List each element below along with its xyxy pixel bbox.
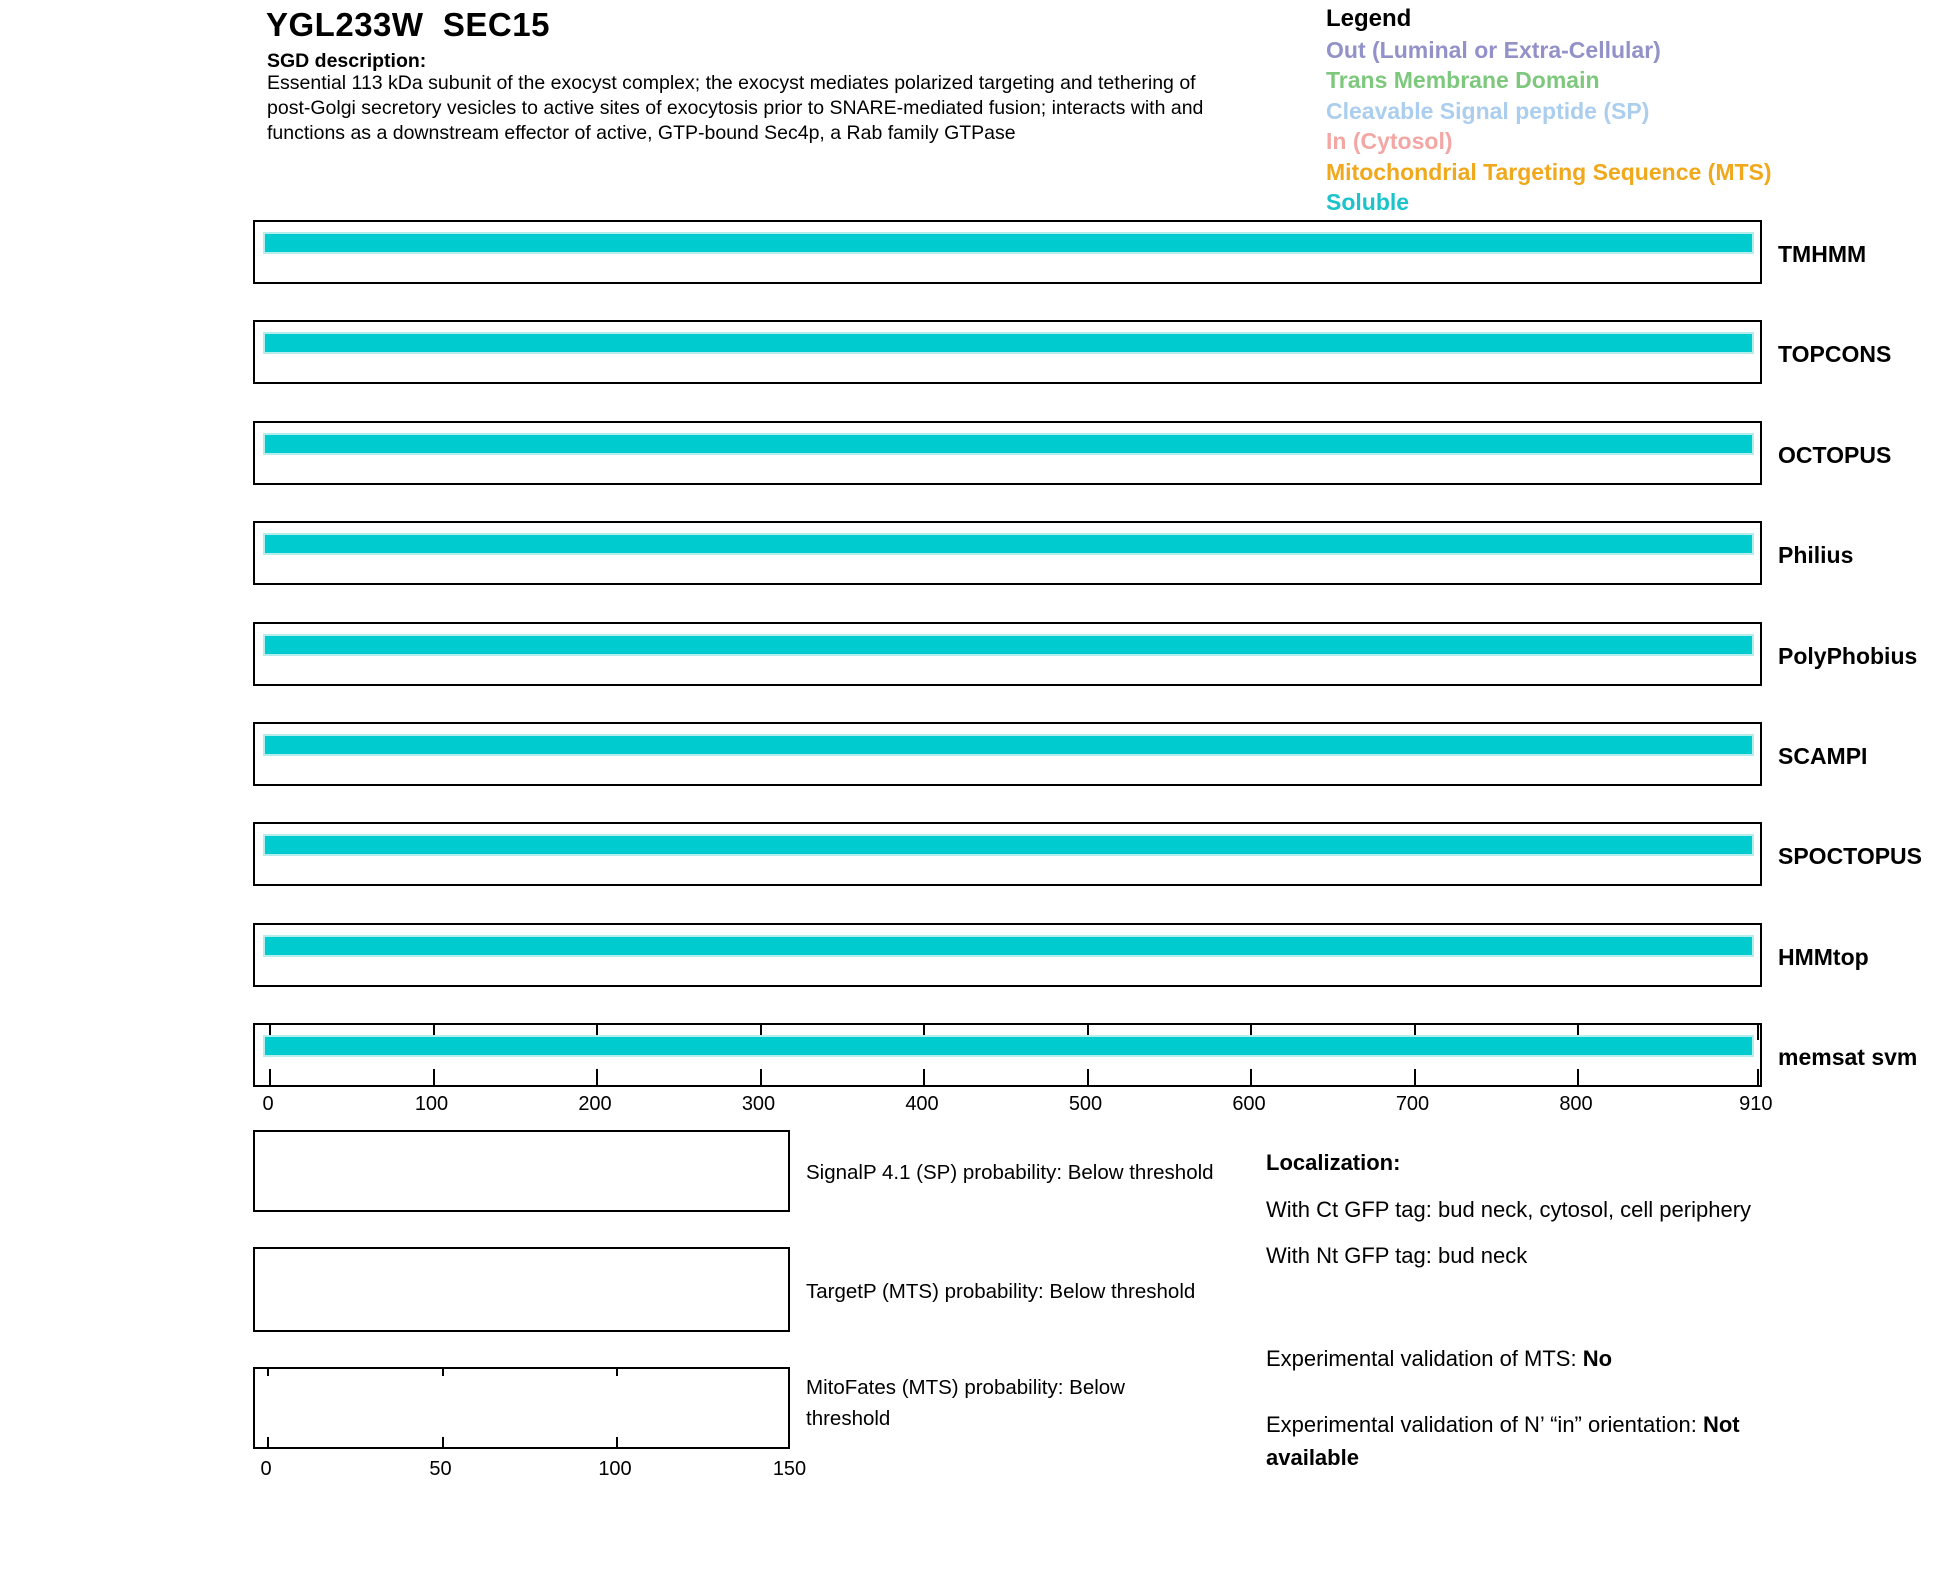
soluble-bar-hmmtop — [263, 935, 1754, 957]
axis-tick-bottom-800 — [1577, 1069, 1579, 1085]
panel-label-mitofates — [806, 1372, 1125, 1434]
track-box-scampi — [253, 722, 1762, 786]
axis-tick-bottom-300 — [760, 1069, 762, 1085]
description-line-1: Essential 113 kDa subunit of the exocyst complex; the exocyst mediates polarized targeting and tethering of — [267, 72, 1196, 94]
legend — [1326, 4, 1772, 218]
panel-box-targetp — [253, 1247, 790, 1332]
track-box-polyphobius — [253, 622, 1762, 686]
mitofates-axis-label-100: 100 — [598, 1458, 632, 1480]
panel-label-line: SignalP 4.1 (SP) probability: Below threshold — [806, 1161, 1214, 1184]
track-box-octopus — [253, 421, 1762, 485]
x-axis-tick-label-700: 700 — [1395, 1093, 1430, 1115]
soluble-bar-philius — [263, 533, 1754, 555]
panel-box-mitofates — [253, 1367, 790, 1449]
mitofates-tick-bottom-0 — [267, 1437, 269, 1447]
axis-tick-bottom-600 — [1250, 1069, 1252, 1085]
x-axis-tick-label-300: 300 — [741, 1093, 776, 1115]
track-label-memsat-svm: memsat svm — [1778, 1044, 1918, 1071]
axis-tick-bottom-500 — [1087, 1069, 1089, 1085]
panel-box-signalp — [253, 1130, 790, 1212]
panel-label-targetp — [806, 1276, 1195, 1307]
experimental-validation-mts — [1266, 1346, 1612, 1372]
mitofates-tick-bottom-50 — [442, 1437, 444, 1447]
experimental-validation-orientation — [1266, 1408, 1826, 1474]
legend-item-tmd: Trans Membrane Domain — [1326, 67, 1600, 93]
mitofates-tick-bottom-100 — [616, 1437, 618, 1447]
sgd-description-text — [267, 71, 1203, 146]
axis-tick-bottom-700 — [1414, 1069, 1416, 1085]
x-axis-tick-label-400: 400 — [905, 1093, 939, 1115]
sgd-description-label: SGD description: — [267, 50, 427, 72]
panel-label-line: TargetP (MTS) probability: Below threshold — [806, 1280, 1196, 1303]
soluble-bar-octopus — [263, 433, 1754, 455]
page-title: YGL233W SEC15 — [266, 6, 550, 43]
soluble-bar-topcons — [263, 332, 1754, 354]
track-label-polyphobius: PolyPhobius — [1778, 642, 1918, 669]
soluble-bar-spoctopus — [263, 834, 1754, 856]
axis-tick-bottom-0 — [269, 1069, 271, 1085]
axis-tick-bottom-100 — [433, 1069, 435, 1085]
panel-label-signalp — [806, 1157, 1214, 1188]
track-box-hmmtop — [253, 923, 1762, 987]
description-line-3: functions as a downstream effector of active, GTP-bound Sec4p, a Rab family GTPase — [267, 122, 1016, 144]
track-box-philius — [253, 521, 1762, 585]
track-label-tmhmm: TMHMM — [1778, 241, 1867, 267]
panel-label-line: threshold — [806, 1407, 891, 1430]
legend-items — [1326, 35, 1772, 218]
soluble-bar-tmhmm — [263, 232, 1754, 254]
legend-item-out: Out (Luminal or Extra-Cellular) — [1326, 36, 1661, 63]
track-label-spoctopus: SPOCTOPUS — [1778, 843, 1922, 870]
track-label-octopus: OCTOPUS — [1778, 441, 1892, 468]
mitofates-axis-label-0: 0 — [260, 1458, 272, 1480]
orientation-validation-label: Experimental validation of N’ “in” orientation: — [1266, 1412, 1703, 1437]
x-axis-tick-label-100: 100 — [414, 1093, 449, 1115]
axis-tick-bottom-400 — [923, 1069, 925, 1085]
legend-item-sp: Cleavable Signal peptide (SP) — [1326, 97, 1650, 124]
x-axis-tick-label-800: 800 — [1559, 1093, 1593, 1115]
mitofates-tick-top-0 — [267, 1369, 269, 1376]
track-box-memsat-svm — [253, 1023, 1762, 1087]
track-box-spoctopus — [253, 822, 1762, 886]
soluble-bar-scampi — [263, 734, 1754, 756]
track-label-scampi: SCAMPI — [1778, 743, 1868, 769]
soluble-bar-memsat-svm — [263, 1035, 1754, 1057]
localization-nt-gfp: With Nt GFP tag: bud neck — [1266, 1243, 1528, 1268]
panel-label-line: MitoFates (MTS) probability: Below — [806, 1376, 1125, 1399]
axis-tick-bottom-910 — [1757, 1069, 1759, 1085]
axis-tick-bottom-200 — [596, 1069, 598, 1085]
description-line-2: post-Golgi secretory vesicles to active sites of exocytosis prior to SNARE-mediated fusion; interacts with and — [267, 97, 1204, 119]
mts-validation-value: No — [1582, 1346, 1613, 1371]
axis-tick-top-910 — [1757, 1025, 1759, 1040]
mitofates-tick-top-100 — [616, 1369, 618, 1376]
localization-ct-gfp: With Ct GFP tag: bud neck, cytosol, cell periphery — [1266, 1197, 1752, 1222]
track-label-topcons: TOPCONS — [1778, 341, 1892, 368]
orientation-validation-value: Not available — [1266, 1412, 1740, 1470]
x-axis-tick-label-910: 910 — [1739, 1093, 1773, 1115]
mitofates-axis-label-150: 150 — [772, 1458, 807, 1480]
mitofates-axis-label-50: 50 — [429, 1458, 452, 1480]
legend-item-mts: Mitochondrial Targeting Sequence (MTS) — [1326, 158, 1772, 185]
x-axis-tick-label-0: 0 — [262, 1093, 274, 1115]
x-axis-tick-label-600: 600 — [1232, 1093, 1266, 1115]
legend-item-soluble: Soluble — [1326, 189, 1410, 215]
track-box-tmhmm — [253, 220, 1762, 284]
x-axis-tick-label-200: 200 — [578, 1093, 612, 1115]
mts-validation-label: Experimental validation of MTS: — [1266, 1346, 1583, 1371]
soluble-bar-polyphobius — [263, 634, 1754, 656]
track-box-topcons — [253, 320, 1762, 384]
x-axis-tick-label-500: 500 — [1068, 1093, 1103, 1115]
legend-title: Legend — [1326, 5, 1412, 32]
track-label-hmmtop: HMMtop — [1778, 943, 1869, 970]
mitofates-tick-top-50 — [442, 1369, 444, 1376]
legend-item-in: In (Cytosol) — [1326, 128, 1453, 154]
localization-title: Localization: — [1266, 1150, 1401, 1175]
track-label-philius: Philius — [1778, 542, 1854, 569]
